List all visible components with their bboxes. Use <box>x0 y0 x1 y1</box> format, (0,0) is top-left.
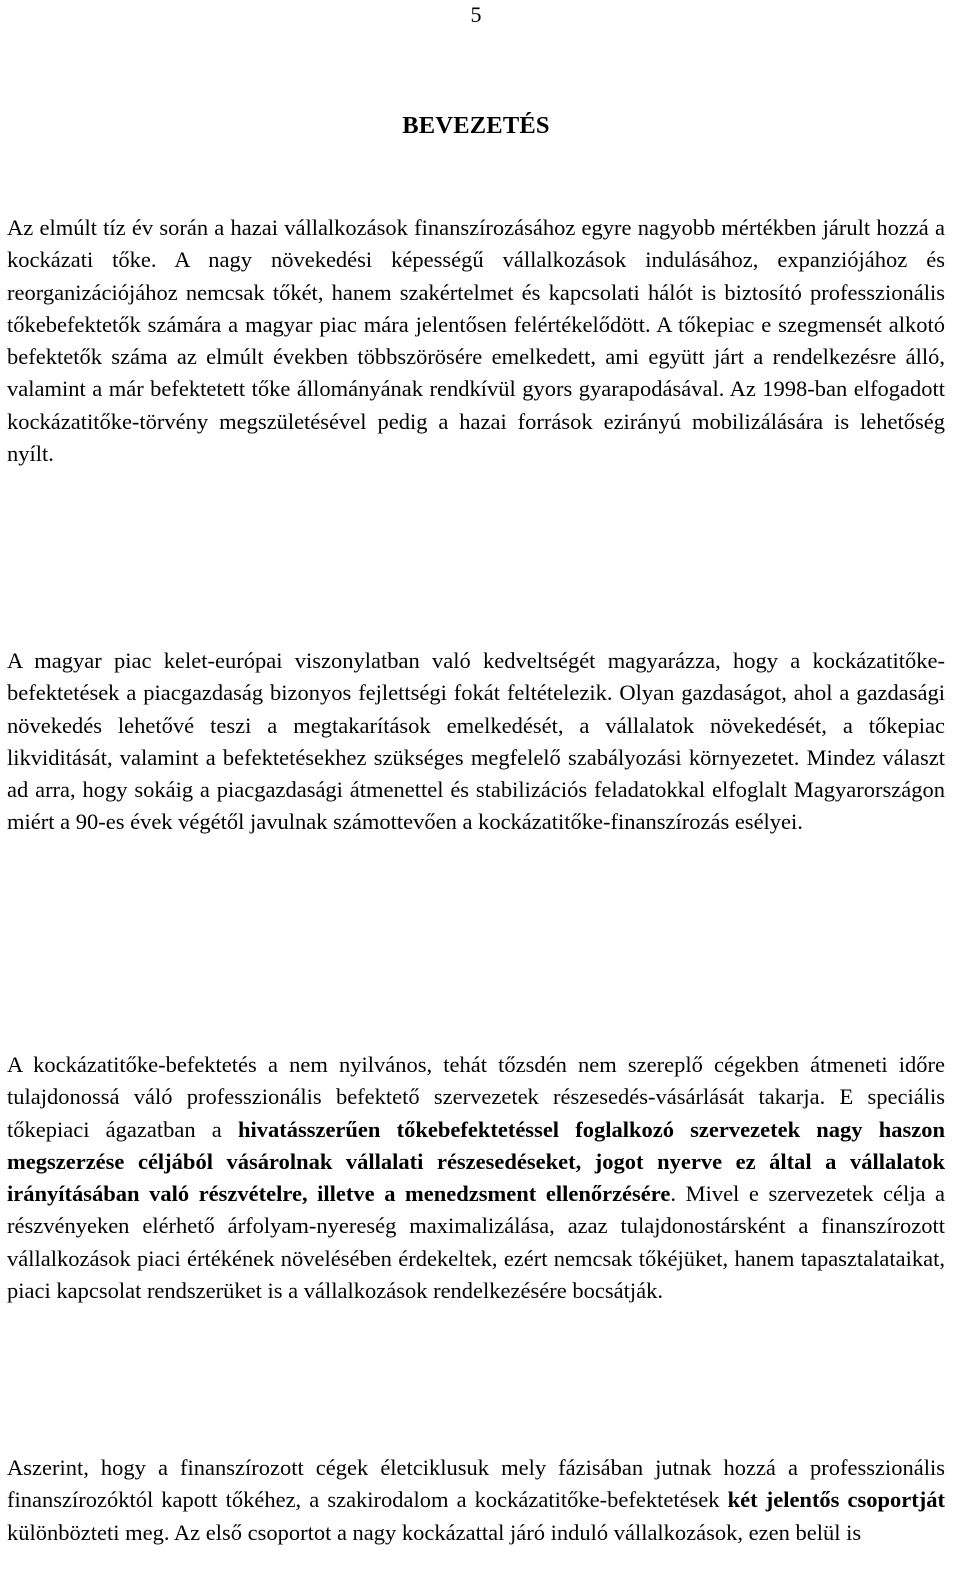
paragraph-3-text-start: A kockázatitőke-befektetés a nem nyilvános, tehát tőzsdén nem szereplő cégekben átmeneti időre tulajdonossá váló professzionális befektető szervezetek részesedés-vásárlását takarja. E speciális tőkepiaci ágazatban a <box>7 1052 945 1142</box>
paragraph-4-text-start: Aszerint, hogy a finanszírozott cégek életciklusuk mely fázisában jutnak hozzá a professzionális finanszírozóktól kapott tőkéhez, a szakirodalom a kockázatitőke-befektetések <box>7 1455 945 1513</box>
paragraph-3-text-end: . Mivel e szervezetek célja a részvényeken elérhető árfolyam-nyereség maximalizálása, azaz tulajdonostársként a finanszírozott vállalkozások piaci értékének növelésében érdekeltek, ezért nemcsak tőkéjüket, hanem tapasztalataikat, piaci kapcsolat rendszerüket is a vállalkozások rendelkezésére bocsátják. <box>7 1181 945 1304</box>
page-number: 5 <box>470 2 482 27</box>
section-title: BEVEZETÉS <box>402 112 550 139</box>
paragraph-4-bold-phrase: két jelentős csoportját <box>727 1487 945 1513</box>
paragraph-4-text-end: különbözteti meg. Az első csoportot a nagy kockázattal járó induló vállalkozások, ezen belül is <box>7 1519 862 1545</box>
paragraph-2: A magyar piac kelet-európai viszonylatban való kedveltségét magyarázza, hogy a kockázatitőke-befektetések a piacgazdaság bizonyos fejlettségi fokát feltételezik. Olyan gazdaságot, ahol a gazdasági növekedés lehetővé teszi a megtakarítások emelkedését, a vállalatok növekedését, a tőkepiac likviditását, valamint a befektetésekhez szükséges megfelelő szabályozási környezetet. Mindez választ ad arra, hogy sokáig a piacgazdasági átmenettel és stabilizációs feladatokkal elfoglalt Magyarországon miért a 90-es évek végétől javulnak számottevően a kockázatitőke-finanszírozás esélyei. <box>7 648 945 835</box>
paragraph-4 <box>7 1452 945 1549</box>
paragraph-3 <box>7 1049 945 1307</box>
paragraph-3-bold-definition: hivatásszerűen tőkebefektetéssel foglalkozó szervezetek nagy haszon megszerzése céljából vásárolnak vállalati részesedéseket, jogot nyerve ez által a vállalatok irányításában való részvételre, illetve a menedzsment ellenőrzésére <box>7 1116 945 1207</box>
paragraph-1: Az elmúlt tíz év során a hazai vállalkozások finanszírozásához egyre nagyobb mértékben járult hozzá a kockázati tőke. A nagy növekedési képességű vállalkozások indulásához, expanziójához és reorganizációjához nemcsak tőkét, hanem szakértelmet és kapcsolati hálót is biztosító professzionális tőkebefektetők számára a magyar piac mára jelentősen felértékelődött. A tőkepiac e szegmensét alkotó befektetők száma az elmúlt években többszörösére emelkedett, ami együtt járt a rendelkezésre álló, valamint a már befektetett tőke állományának rendkívül gyors gyarapodásával. Az 1998-ban elfogadott kockázatitőke-törvény megszületésével pedig a hazai források ezirányú mobilizálására is lehetőség nyílt. <box>7 215 945 467</box>
